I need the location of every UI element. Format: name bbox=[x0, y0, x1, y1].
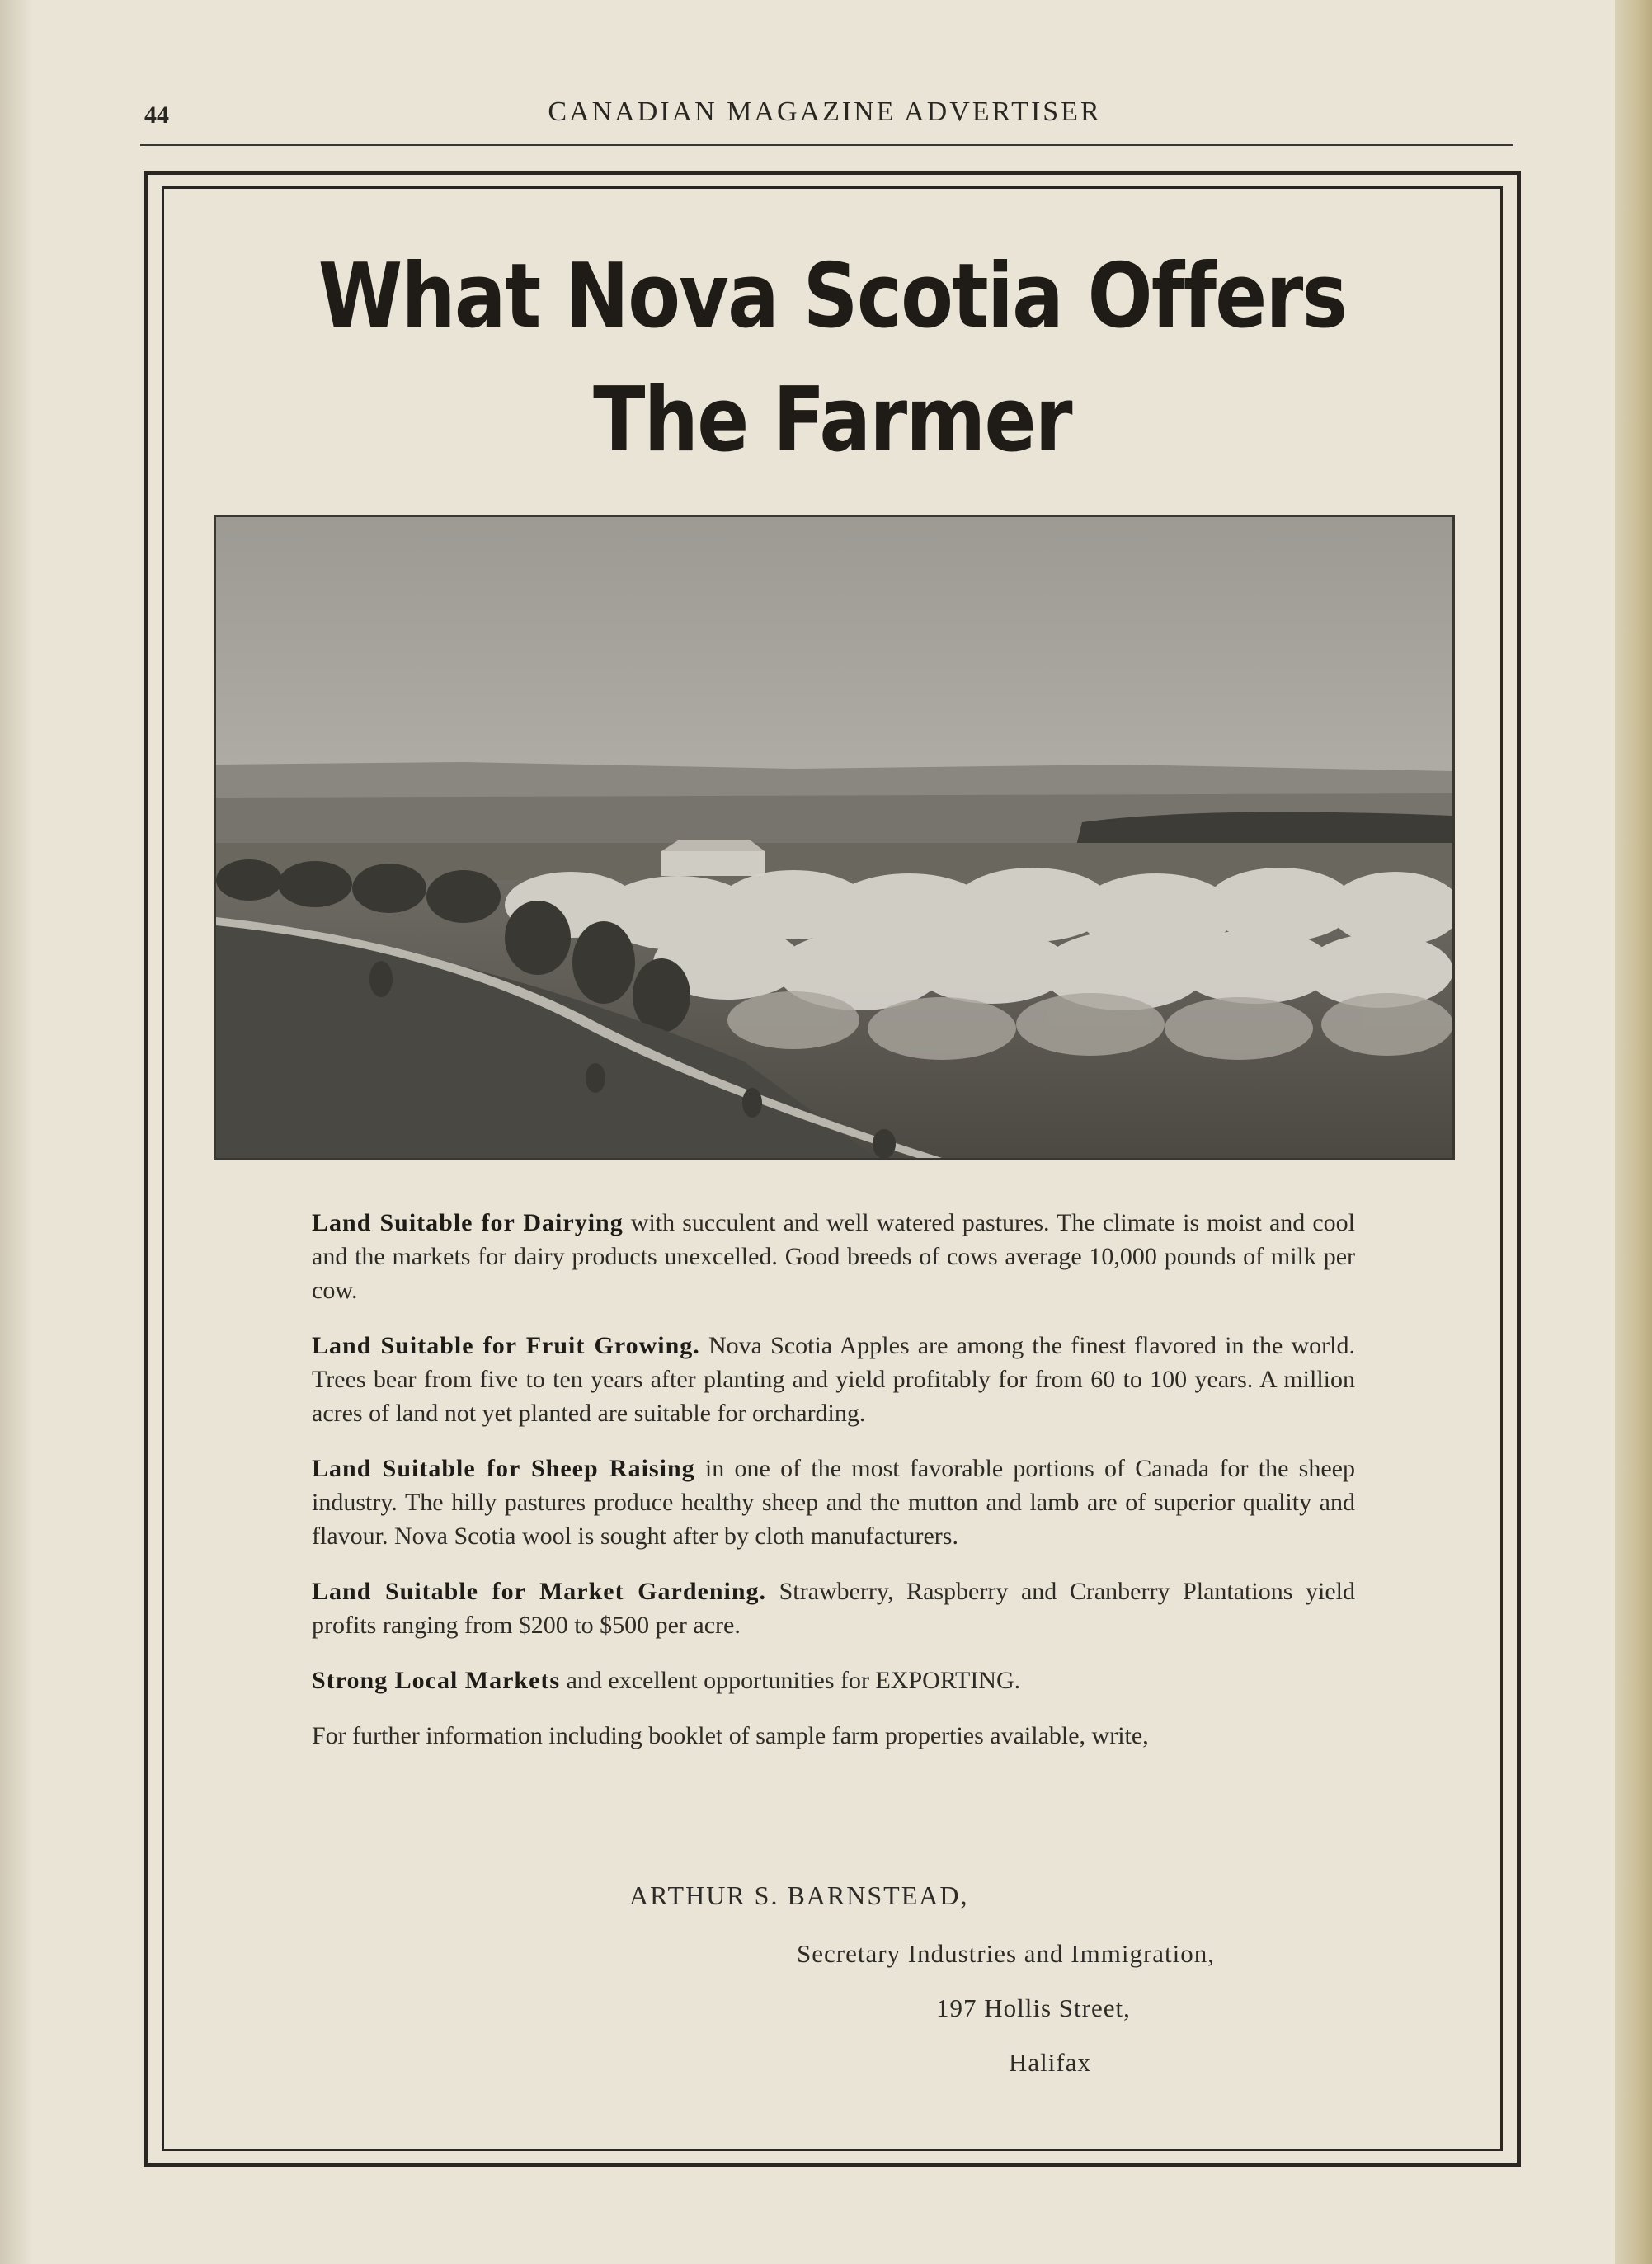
paragraph-further-information bbox=[312, 1719, 1355, 1753]
paragraph-text: with succulent and well watered pastures. The climate is moist and cool and the markets for dairy products unexcelled. Good breeds of cows average 10,000 pounds of milk per cow. bbox=[312, 1209, 1355, 1304]
binding-gutter bbox=[0, 0, 33, 2264]
advert-body bbox=[312, 1206, 1355, 1774]
signature-title: Secretary Industries and Immigration, bbox=[797, 1939, 1216, 1968]
orchard-photograph bbox=[214, 515, 1455, 1160]
paragraph-lead: Strong Local Markets bbox=[312, 1667, 561, 1694]
paragraph-local-markets bbox=[312, 1664, 1355, 1697]
paragraph-text: Nova Scotia Apples are among the finest flavored in the world. Trees bear from five to ten years after planting and yield profitably for from 60 to 100 years. A million acres of land not yet planted are suitable for orcharding. bbox=[312, 1332, 1355, 1427]
paragraph-dairying bbox=[312, 1206, 1355, 1307]
orchard-landscape-image bbox=[216, 517, 1452, 1158]
signature-city: Halifax bbox=[1009, 2048, 1091, 2077]
paragraph-fruit-growing bbox=[312, 1329, 1355, 1430]
paragraph-market-gardening bbox=[312, 1574, 1355, 1642]
advert-headline bbox=[256, 235, 1409, 482]
paragraph-text: in one of the most favorable portions of Canada for the sheep industry. The hilly pastures produce healthy sheep and the mutton and lamb are of superior quality and flavour. Nova Scotia wool is sought after by cloth manufacturers. bbox=[312, 1455, 1355, 1550]
paragraph-lead: Land Suitable for Dairying bbox=[312, 1209, 624, 1236]
headline-line-2: The Farmer bbox=[593, 369, 1071, 472]
page-edge bbox=[1615, 0, 1652, 2264]
page-number: 44 bbox=[144, 101, 169, 129]
signature-street: 197 Hollis Street, bbox=[936, 1993, 1131, 2022]
header-rule bbox=[140, 144, 1513, 146]
paragraph-lead: Land Suitable for Fruit Growing. bbox=[312, 1332, 700, 1359]
paragraph-lead: Land Suitable for Market Gardening. bbox=[312, 1578, 767, 1605]
paragraph-sheep-raising bbox=[312, 1452, 1355, 1553]
paragraph-lead: Land Suitable for Sheep Raising bbox=[312, 1455, 695, 1482]
paragraph-text: Strawberry, Raspberry and Cranberry Plantations yield profits ranging from $200 to $500 per acre. bbox=[312, 1578, 1355, 1639]
headline-line-1: What Nova Scotia Offers bbox=[318, 245, 1347, 348]
page-header bbox=[140, 95, 1509, 144]
paragraph-text: For further information including booklet of sample farm properties available, write, bbox=[312, 1722, 1149, 1749]
paragraph-text: and excellent opportunities for EXPORTING. bbox=[560, 1667, 1021, 1694]
signature-name: ARTHUR S. BARNSTEAD, bbox=[629, 1880, 969, 1910]
running-head: CANADIAN MAGAZINE ADVERTISER bbox=[548, 96, 1102, 127]
